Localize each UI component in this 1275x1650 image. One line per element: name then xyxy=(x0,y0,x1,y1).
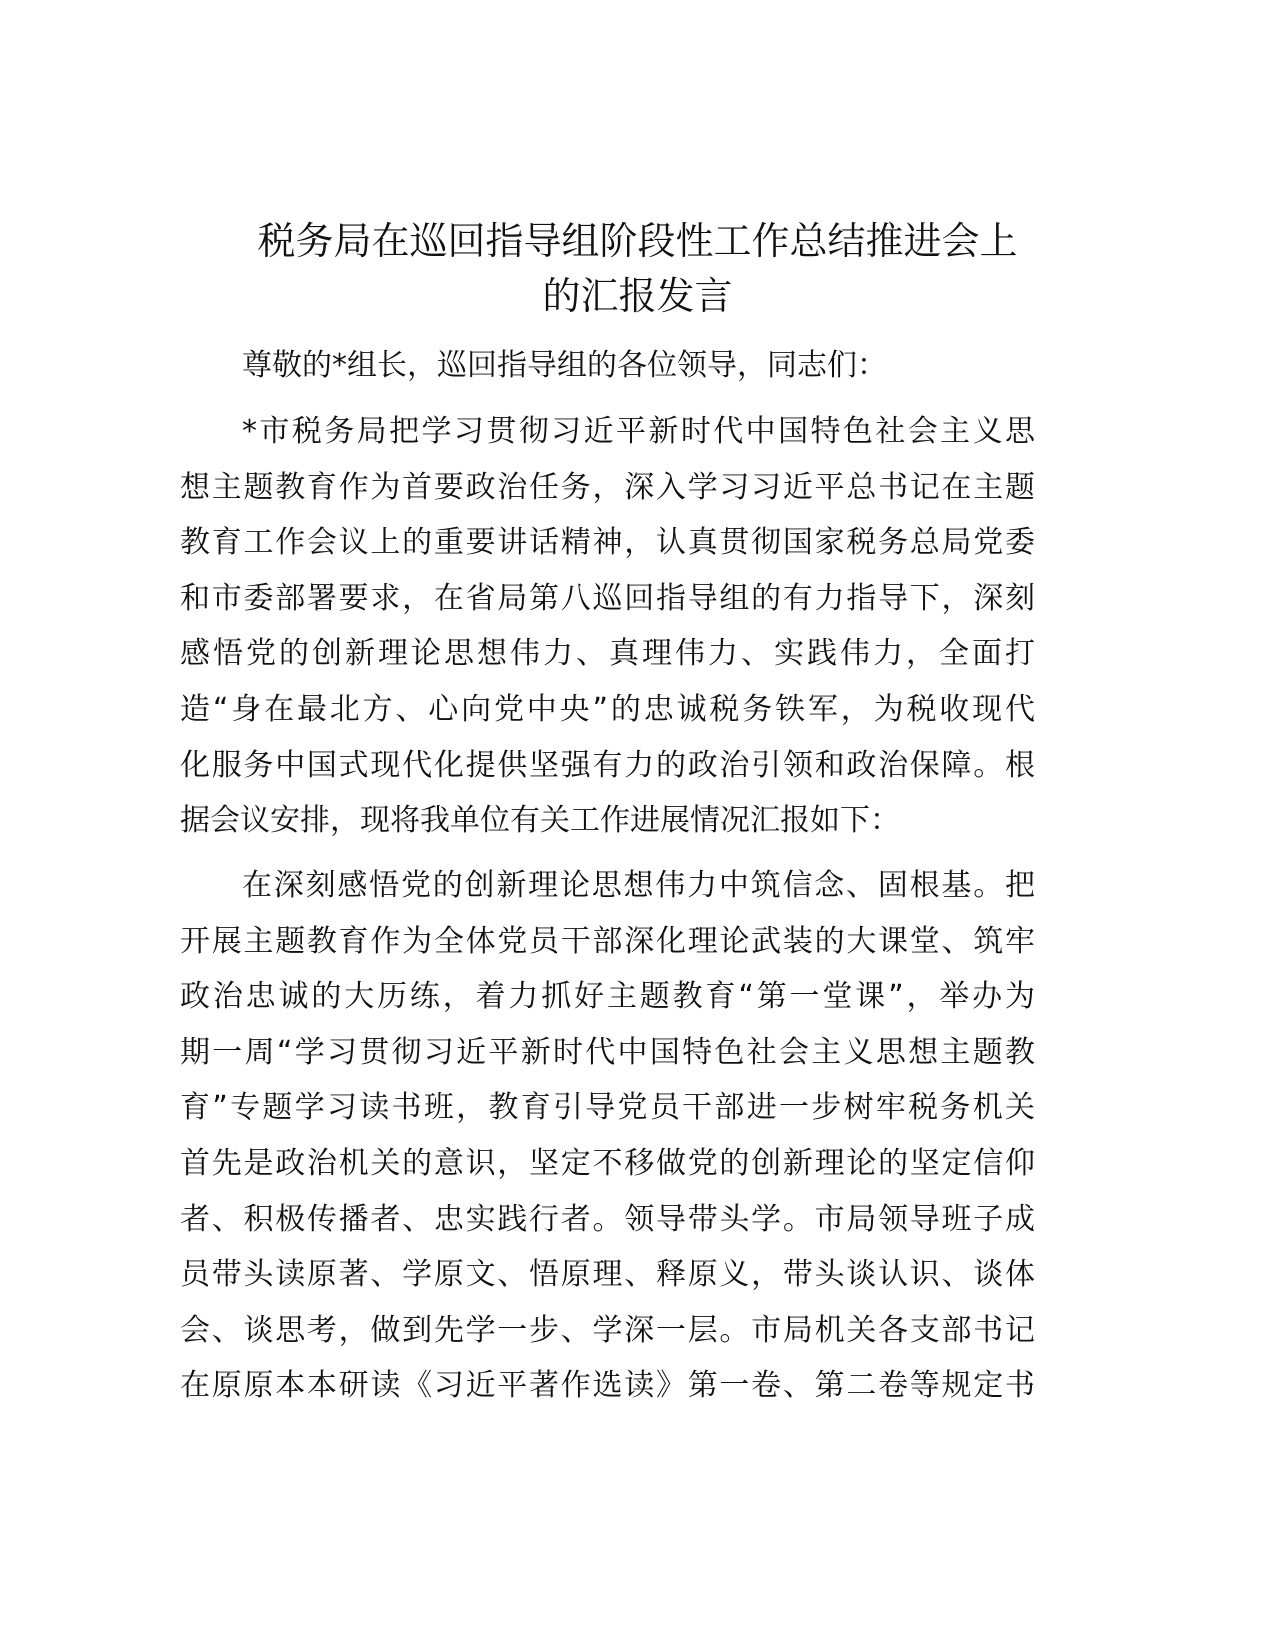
paragraph-line: 育”专题学习读书班，教育引导党员干部进一步树牢税务机关 xyxy=(180,1090,1035,1126)
greeting-paragraph xyxy=(180,338,1035,394)
paragraph-line: 教育工作会议上的重要讲话精神，认真贯彻国家税务总局党委 xyxy=(180,525,1035,561)
paragraph-1 xyxy=(180,404,1035,849)
paragraph-line: 者、积极传播者、忠实践行者。领导带头学。市局领导班子成 xyxy=(180,1201,1035,1237)
greeting-text: 尊敬的*组长，巡回指导组的各位领导，同志们： xyxy=(242,348,887,383)
paragraph-line: 会、谈思考，做到先学一步、学深一层。市局机关各支部书记 xyxy=(180,1312,1035,1348)
paragraph-line: *市税务局把学习贯彻习近平新时代中国特色社会主义思 xyxy=(242,414,1035,449)
paragraph-line: 在深刻感悟党的创新理论思想伟力中筑信念、固根基。把 xyxy=(242,868,1035,903)
paragraph-line: 首先是政治机关的意识，坚定不移做党的创新理论的坚定信仰 xyxy=(180,1145,1035,1181)
paragraph-line: 想主题教育作为首要政治任务，深入学习习近平总书记在主题 xyxy=(180,469,1035,505)
paragraph-line: 感悟党的创新理论思想伟力、真理伟力、实践伟力，全面打 xyxy=(180,636,1035,672)
paragraph-line: 造“身在最北方、心向党中央”的忠诚税务铁军，为税收现代 xyxy=(180,691,1035,727)
paragraph-line: 和市委部署要求，在省局第八巡回指导组的有力指导下，深刻 xyxy=(180,580,1035,616)
paragraph-line: 员带头读原著、学原文、悟原理、释原义，带头谈认识、谈体 xyxy=(180,1257,1035,1293)
document-title-line-2: 的汇报发言 xyxy=(542,274,733,318)
paragraph-line: 据会议安排，现将我单位有关工作进展情况汇报如下： xyxy=(180,803,900,839)
paragraph-line: 开展主题教育作为全体党员干部深化理论武装的大课堂、筑牢 xyxy=(180,923,1035,959)
paragraph-2 xyxy=(180,858,1035,1414)
paragraph-line: 期一周“学习贯彻习近平新时代中国特色社会主义思想主题教 xyxy=(180,1034,1035,1070)
paragraph-line: 政治忠诚的大历练，着力抓好主题教育“第一堂课”，举办为 xyxy=(180,979,1035,1015)
paragraph-line: 在原原本本研读《习近平著作选读》第一卷、第二卷等规定书 xyxy=(180,1368,1035,1404)
paragraph-line: 化服务中国式现代化提供坚强有力的政治引领和政治保障。根 xyxy=(180,747,1035,783)
document-title-line-1: 税务局在巡回指导组阶段性工作总结推进会上 xyxy=(257,219,1018,263)
